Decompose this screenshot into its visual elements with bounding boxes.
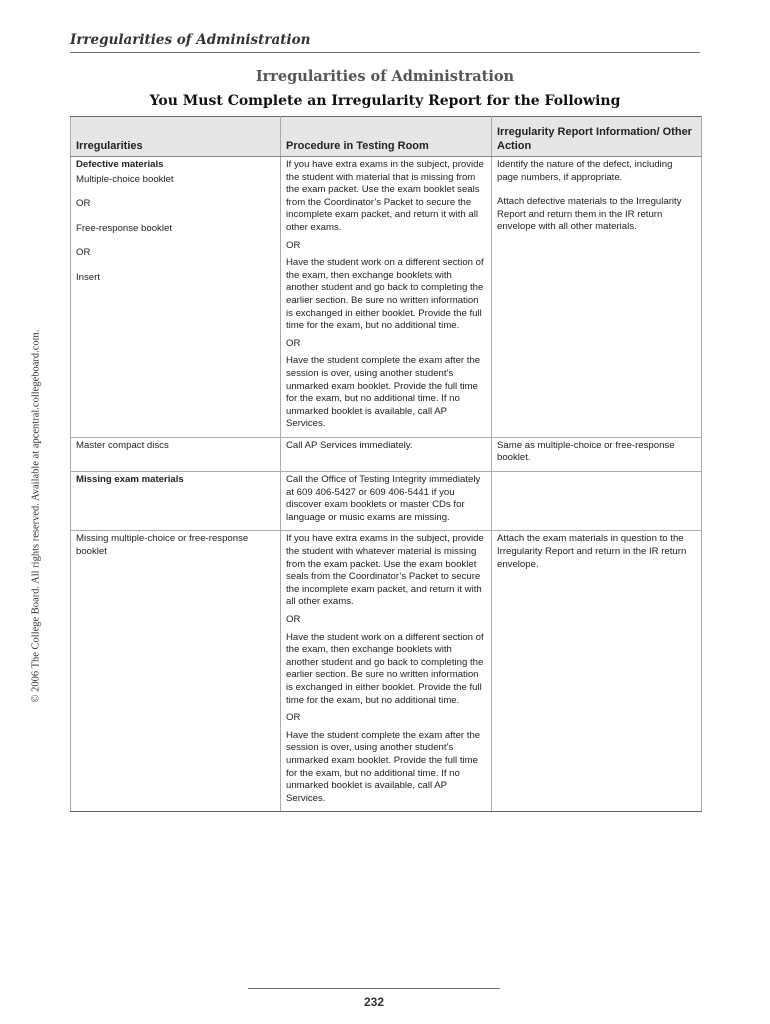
procedure-cell	[281, 531, 492, 812]
irregularity-cell	[71, 437, 281, 471]
procedure-cell	[281, 437, 492, 471]
procedure-or: OR	[286, 614, 301, 625]
action-paragraph: Identify the nature of the defect, including page numbers, if appropriate.	[497, 159, 673, 183]
irregularity-cell	[71, 157, 281, 438]
procedure-paragraph: Have the student complete the exam after the session is over, using another student’s unmarked exam booklet. Provide the full time for the exam, but no additional time. If no unmarked booklet is available, call AP Services.	[286, 729, 481, 804]
procedure-paragraph: If you have extra exams in the subject, provide the student with whatever material is missing from the exam packet. Use the exam booklet seals from the Coordinator’s Packet to secure the incomplete exam packet, and return it with all other exams.	[286, 533, 484, 608]
table-header-row	[71, 117, 702, 157]
irregularity-item: OR	[76, 198, 91, 210]
action-cell	[492, 472, 702, 531]
action-paragraph: Attach the exam materials in question to the Irregularity Report and return in the IR return envelope.	[497, 533, 687, 570]
action-paragraph: Same as multiple-choice or free-response booklet.	[497, 439, 675, 464]
irregularity-title: Missing exam materials	[76, 474, 184, 486]
action-cell	[492, 157, 702, 438]
header-procedure: Procedure in Testing Room	[281, 117, 492, 157]
action-cell	[492, 531, 702, 812]
irregularity-text: Missing multiple-choice or free-response booklet	[76, 533, 249, 558]
procedure-paragraph: Call AP Services immediately.	[286, 439, 413, 451]
action-paragraph: Attach defective materials to the Irregularity Report and return them in the IR return envelope with all other materials.	[497, 196, 682, 233]
footer-divider	[248, 988, 500, 989]
procedure-paragraph: Have the student complete the exam after the session is over, using another student’s unmarked exam booklet. Provide the full time for the exam, but no additional time. If no unmarked booklet is available, call AP Services.	[286, 355, 481, 430]
procedure-paragraph: Have the student work on a different section of the exam, then exchange booklets with another student and go back to completing the earlier section. Be sure no written information is exchanged in either booklet. Provide the full time for the exam, but no additional time.	[286, 631, 484, 706]
procedure-or: OR	[286, 712, 301, 724]
irregularity-item: Insert	[76, 271, 100, 283]
running-head: Irregularities of Administration	[70, 32, 700, 53]
irregularity-cell	[71, 472, 281, 531]
table-row	[71, 157, 702, 438]
action-cell	[492, 437, 702, 471]
page-title: Irregularities of Administration	[255, 68, 515, 85]
header-irregularities: Irregularities	[71, 117, 281, 157]
irregularity-item: OR	[76, 247, 91, 259]
table-row	[71, 472, 702, 531]
header-report-info: Irregularity Report Information/ Other Action	[492, 117, 702, 157]
irregularity-item: Free-response booklet	[76, 222, 172, 234]
procedure-paragraph: If you have extra exams in the subject, provide the student with material that is missing from the exam packet. Use the exam booklet seals from the Coordinator’s Packet to secure the incomplete exam packet, and return it with all other exams.	[286, 159, 484, 233]
irregularity-item: Multiple-choice booklet	[76, 173, 174, 185]
page-number: 232	[363, 995, 385, 1009]
procedure-or: OR	[286, 337, 301, 349]
procedure-paragraph: Call the Office of Testing Integrity immediately at 609 406-5427 or 609 406-5441 if you discover exam booklets or master CDs for language or music exams are missing.	[286, 474, 481, 523]
page-subtitle: You Must Complete an Irregularity Report for the Following	[149, 93, 621, 109]
procedure-cell	[281, 157, 492, 438]
irregularity-cell	[71, 531, 281, 812]
irregularity-title: Defective materials	[76, 159, 164, 170]
procedure-cell	[281, 472, 492, 531]
table-row	[71, 531, 702, 812]
irregularity-text: Master compact discs	[76, 439, 169, 451]
irregularities-table	[70, 116, 702, 812]
procedure-paragraph: Have the student work on a different section of the exam, then exchange booklets with another student and go back to completing the earlier section. Be sure no written information is exchanged in either booklet. Provide the full time for the exam, but no additional time.	[286, 257, 484, 332]
table-row	[71, 437, 702, 471]
copyright-text: © 2006 The College Board. All rights reserved. Available at apcentral.collegeboard.com.	[30, 329, 42, 703]
procedure-or: OR	[286, 239, 301, 251]
